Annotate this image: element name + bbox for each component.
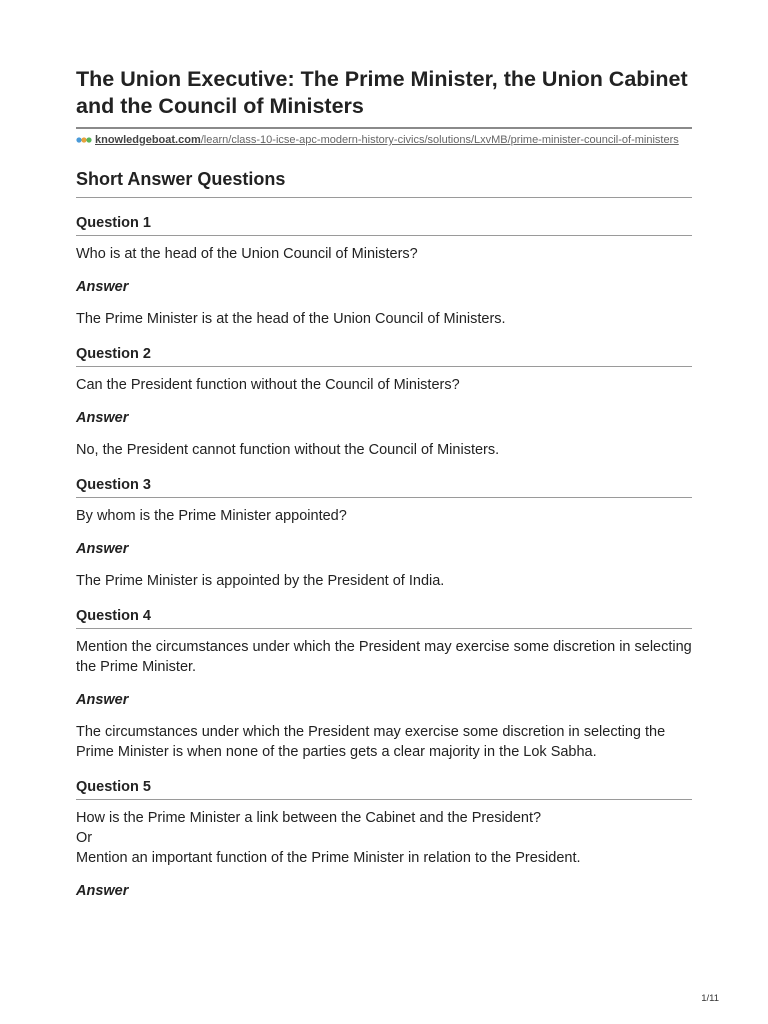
knowledgeboat-logo-icon xyxy=(76,135,92,144)
answer-label: Answer xyxy=(76,410,129,426)
question-text-line: Mention an important function of the Prime Minister in relation to the President. xyxy=(76,850,581,866)
question-heading: Question 1 xyxy=(76,215,692,236)
source-path[interactable]: /learn/class-10-icse-apc-modern-history-civics/solutions/LxvMB/prime-minister-council-of-ministers xyxy=(200,134,679,146)
document-title: The Union Executive: The Prime Minister, the Union Cabinet and the Council of Ministers xyxy=(76,66,692,129)
answer-text: The circumstances under which the President may exercise some discretion in selecting the Prime Minister is when none of the parties gets a clear majority in the Lok Sabha. xyxy=(76,724,666,760)
answer-label: Answer xyxy=(76,692,129,708)
question-heading: Question 5 xyxy=(76,779,692,800)
question-text-line: Or xyxy=(76,830,93,846)
document-page xyxy=(76,66,692,899)
question-text-line: How is the Prime Minister a link between the Cabinet and the President? xyxy=(76,810,542,826)
section-heading: Short Answer Questions xyxy=(76,169,692,198)
question-text: Who is at the head of the Union Council of Ministers? xyxy=(76,246,418,262)
question-heading: Question 2 xyxy=(76,346,692,367)
answer-text: The Prime Minister is at the head of the Union Council of Ministers. xyxy=(76,311,506,327)
question-heading: Question 3 xyxy=(76,477,692,498)
answer-text: No, the President cannot function without the Council of Ministers. xyxy=(76,442,500,458)
source-link[interactable] xyxy=(76,133,692,148)
question-heading: Question 4 xyxy=(76,608,692,629)
question-text: By whom is the Prime Minister appointed? xyxy=(76,508,347,524)
question-text: Mention the circumstances under which the President may exercise some discretion in selecting the Prime Minister. xyxy=(76,639,692,675)
answer-label: Answer xyxy=(76,541,129,557)
source-domain[interactable]: knowledgeboat.com xyxy=(95,134,201,146)
answer-text: The Prime Minister is appointed by the President of India. xyxy=(76,573,445,589)
page-number: 1/11 xyxy=(701,993,719,1004)
answer-label: Answer xyxy=(76,883,129,899)
question-text xyxy=(76,808,692,868)
question-text: Can the President function without the Council of Ministers? xyxy=(76,377,460,393)
answer-label: Answer xyxy=(76,279,129,295)
